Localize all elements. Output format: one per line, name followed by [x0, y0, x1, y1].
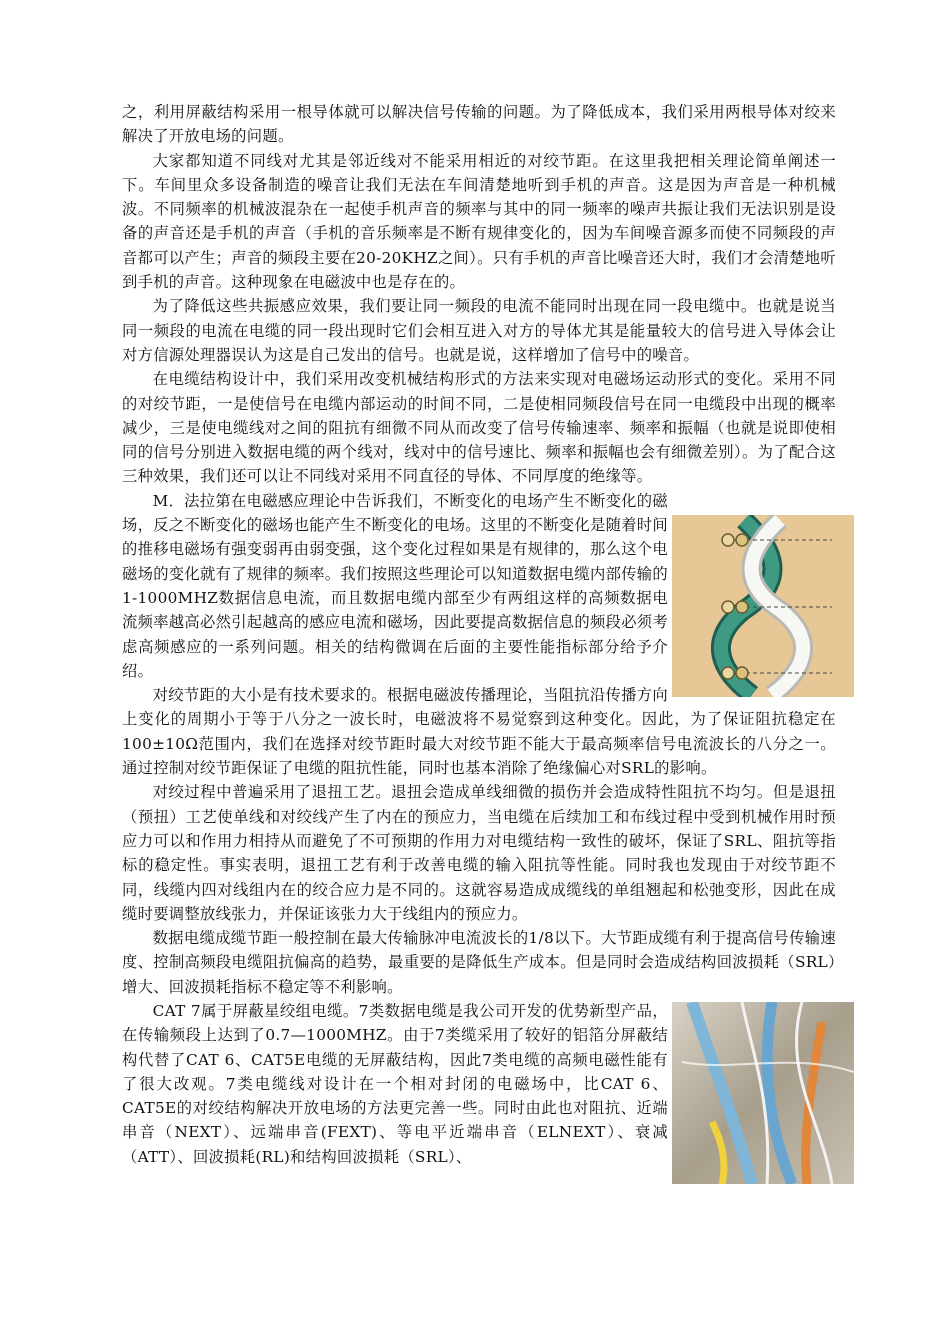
paragraph-6: 对绞节距的大小是有技术要求的。根据电磁波传播理论，当阻抗沿传播方向上变化的周期小于等于八分之一波长时，电磁波将不易觉察到这种变化。因此，为了保证阻抗稳定在100±10Ω范围内，我们在选择对绞节距时最大对绞节距不能大于最高频率信号电流波长的八分之一。通过控制对绞节距保证了电缆的阻抗性能，同时也基本消除了绝缘偏心对SRL的影响。	[122, 686, 836, 778]
document-page	[122, 100, 836, 1184]
paragraph-1: 之，利用屏蔽结构采用一根导体就可以解决信号传输的问题。为了降低成本，我们采用两根导体对绞来解决了开放电场的问题。	[122, 103, 836, 146]
paragraph-7: 对绞过程中普遍采用了退扭工艺。退扭会造成单线细微的损伤并会造成特性阻抗不均匀。但是退扭（预扭）工艺使单线和对绞线产生了内在的预应力，当电缆在后续加工和布线过程中受到机械作用时预应力可以和作用力相持从而避免了不可预期的作用力对电缆结构一致性的破坏，保证了SRL、阻抗等指标的稳定性。事实表明，退扭工艺有利于改善电缆的输入阻抗等性能。同时我也发现由于对绞节距不同，线缆内四对线组内在的绞合应力是不同的。这就容易造成成缆线的单组翘起和松弛变形，因此在成缆时要调整放线张力，并保证该张力大于线组内的预应力。	[122, 783, 836, 923]
paragraph-9: CAT 7属于屏蔽星绞组电缆。7类数据电缆是我公司开发的优势新型产品，在传输频段上达到了0.7—1000MHZ。由于7类缆采用了较好的铝箔分屏蔽结构代替了CAT 6、CAT5E电缆的无屏蔽结构，因此7类电缆的高频电磁性能有了很大改观。7类电缆线对设计在一个相对封闭的电磁场中，比CAT 6、CAT5E的对绞结构解决开放电场的方法更完善一些。同时由此也对阻抗、近端串音（NEXT）、远端串音(FEXT)、等电平近端串音（ELNEXT）、衰减（ATT）、回波损耗(RL)和结构回波损耗（SRL）、	[122, 1001, 668, 1166]
twisted-pair-illustration	[672, 515, 854, 697]
paragraph-5: M．法拉第在电磁感应理论中告诉我们，不断变化的电场产生不断变化的磁场，反之不断变化的磁场也能产生不断变化的电场。这里的不断变化是随着时间的推移电磁场有强变弱再由弱变强，这个变化过程如果是有规律的，那么这个电磁场的变化就有了规律的频率。我们按照这些理论可以知道数据电缆内部传输的1-1000MHZ数据信息电流，而且数据电缆内部至少有两组这样的高频数据电流频率越高必然引起越高的感应电流和磁场，因此要提高数据信息的频段必须考虑高频感应的一系列问题。相关的结构微调在后面的主要性能指标部分给予介绍。	[122, 491, 668, 680]
paragraph-4: 在电缆结构设计中，我们采用改变机械结构形式的方法来实现对电磁场运动形式的变化。采用不同的对绞节距，一是使信号在电缆内部运动的时间不同，二是使相同频段信号在同一电缆段中出现的概率减少，三是使电缆线对之间的阻抗有细微不同从而改变了信号传输速率、频率和振幅（也就是说即使相同的信号分别进入数据电缆的两个线对，线对中的信号速比、频率和振幅也会有细微差别）。为了配合这三种效果，我们还可以让不同线对采用不同直径的导体、不同厚度的绝缘等。	[122, 370, 836, 486]
paragraph-3: 为了降低这些共振感应效果，我们要让同一频段的电流不能同时出现在同一段电缆中。也就是说当同一频段的电流在电缆的同一段出现时它们会相互进入对方的导体尤其是能量较大的信号进入导体会让对方信源处理器误认为这是自己发出的信号。也就是说，这样增加了信号中的噪音。	[122, 297, 836, 364]
cat7-cable-photo	[672, 1002, 854, 1184]
paragraph-2: 大家都知道不同线对尤其是邻近线对不能采用相近的对绞节距。在这里我把相关理论简单阐述一下。车间里众多设备制造的噪音让我们无法在车间清楚地听到手机的声音。这是因为声音是一种机械波。不同频率的机械波混杂在一起使手机声音的频率与其中的同一频率的噪声共振让我们无法识别是设备的声音还是手机的声音（手机的音乐频率是不断有规律变化的，因为车间噪音源多而使不同频段的声音都可以产生；声音的频段主要在20-20KHZ之间）。只有手机的声音比噪音还大时，我们才会清楚地听到手机的声音。这种现象在电磁波中也是存在的。	[122, 151, 836, 292]
paragraph-8: 数据电缆成缆节距一般控制在最大传输脉冲电流波长的1/8以下。大节距成缆有利于提高信号传输速度、控制高频段电缆阻抗偏高的趋势，最重要的是降低生产成本。但是同时会造成结构回波损耗（SRL）增大、回波损耗指标不稳定等不利影响。	[122, 929, 836, 996]
